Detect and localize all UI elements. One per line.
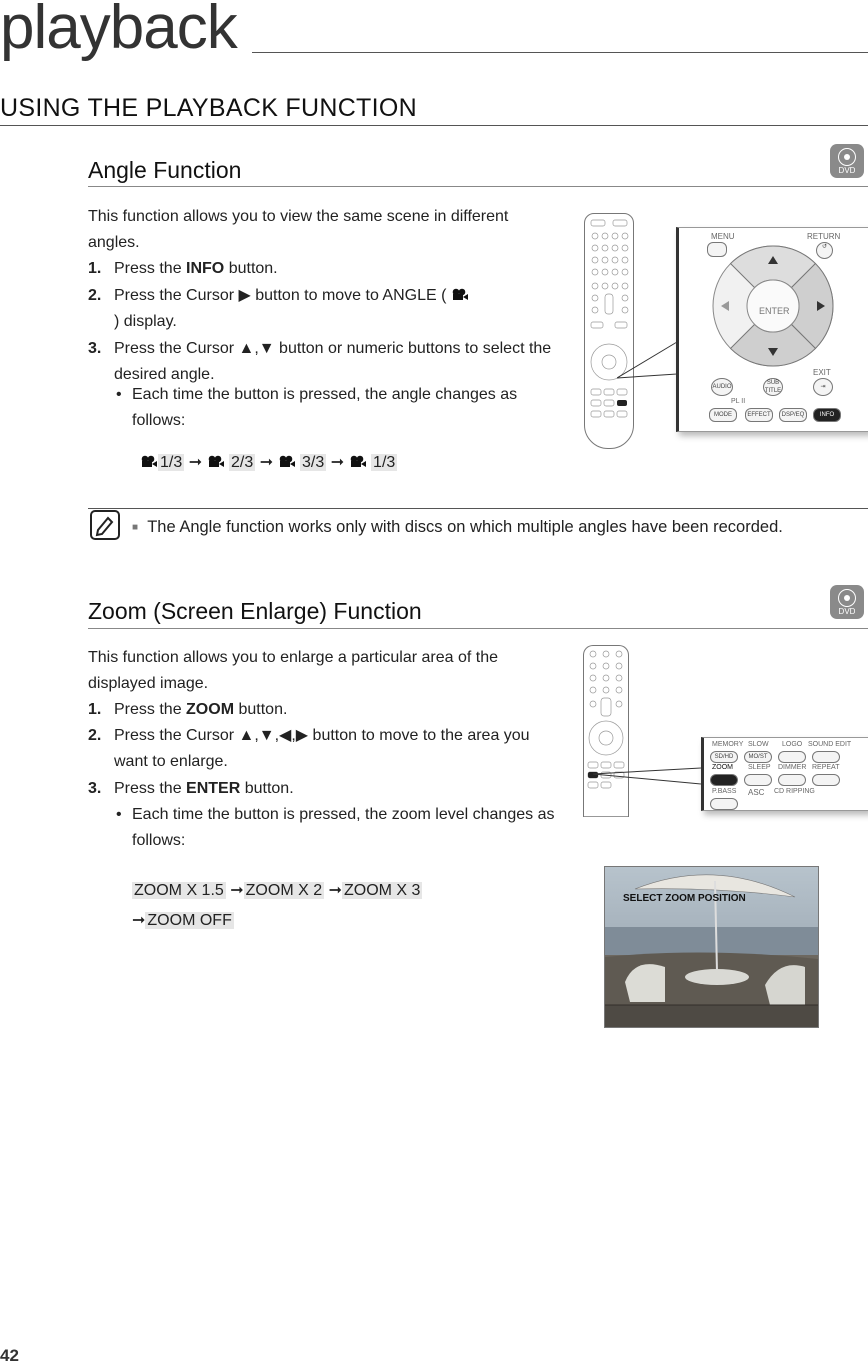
angle-value: 3/3 <box>302 454 325 471</box>
zoom-step-3 <box>88 776 558 802</box>
angle-camera-icon <box>451 288 469 301</box>
zoom-step-1 <box>88 697 558 723</box>
chapter-rule <box>252 52 868 53</box>
arrow: ➞ <box>188 454 203 471</box>
note-pencil-icon <box>90 510 120 540</box>
page-number: 42 <box>0 1346 19 1365</box>
p-bass-button[interactable] <box>710 798 738 810</box>
step-number: 2. <box>88 287 102 304</box>
angle-value: 1/3 <box>160 454 183 471</box>
step-text: Press the <box>114 701 187 718</box>
zoom-function-title: Zoom (Screen Enlarge) Function <box>88 598 422 624</box>
step-text: Press the <box>114 780 187 797</box>
subtitle-button[interactable]: SUB TITLE <box>764 380 782 394</box>
zoom-step-2 <box>88 723 538 775</box>
chapter-title: playback <box>0 0 237 62</box>
angle-value: 2/3 <box>231 454 254 471</box>
angle-note: ■ The Angle function works only with discs on which multiple angles have been recorded. <box>132 518 783 536</box>
callout-line <box>617 340 679 380</box>
dvd-badge-icon <box>830 144 864 178</box>
step-number: 2. <box>88 727 102 744</box>
sound-edit-button[interactable] <box>812 751 840 763</box>
dimmer-button[interactable] <box>778 774 806 786</box>
angle-camera-icon <box>207 455 225 468</box>
zoom-level: ZOOM X 1.5 <box>134 882 224 899</box>
dsp-eq-button[interactable]: DSP/EQ <box>779 408 807 422</box>
angle-function-title: Angle Function <box>88 157 242 183</box>
zoom-sequence-line-1 <box>132 878 422 904</box>
zoom-sequence-line-2 <box>132 908 234 934</box>
step-text: Press the <box>114 260 187 277</box>
step-text: button. <box>224 260 278 277</box>
step-number: 1. <box>88 260 102 277</box>
step-number: 3. <box>88 340 102 357</box>
mo-st-button[interactable]: MO/ST <box>744 751 772 763</box>
angle-sequence <box>140 450 397 476</box>
bullet-text: Each time the button is pressed, the zoom level changes as follows: <box>132 806 555 849</box>
zoom-level: ZOOM X 2 <box>245 882 323 899</box>
angle-step-1 <box>88 256 558 282</box>
effect-button[interactable]: EFFECT <box>745 408 773 422</box>
exit-button[interactable]: ⇥ <box>813 378 833 396</box>
memory-label: MEMORY <box>712 741 744 748</box>
return-key-label: RETURN <box>807 232 841 241</box>
info-button[interactable]: INFO <box>813 408 841 422</box>
step-text: ) display. <box>114 313 177 330</box>
remote-navigation-detail <box>676 227 868 432</box>
step-text: Press the Cursor ▲,▼,◀,▶ button to move to the area you want to enlarge. <box>114 727 530 770</box>
logo-button[interactable] <box>778 751 806 763</box>
dvd-badge-icon <box>830 585 864 619</box>
return-button[interactable]: ↺ <box>816 242 833 259</box>
dimmer-label: DIMMER <box>778 764 807 771</box>
angle-title-rule <box>88 186 868 187</box>
zoom-title-rule <box>88 628 868 629</box>
step-text: Press the Cursor ▲,▼ button or numeric buttons to select the desired angle. <box>114 340 552 383</box>
section-rule <box>0 125 868 126</box>
step-bold: INFO <box>186 260 225 277</box>
bullet-text: Each time the button is pressed, the angle changes as follows: <box>132 386 518 429</box>
angle-camera-icon <box>278 455 296 468</box>
pl2-label: PL II <box>731 398 746 405</box>
zoom-level: ZOOM X 3 <box>343 882 421 899</box>
mode-button[interactable]: MODE <box>709 408 737 422</box>
remote-control-illustration <box>584 213 634 449</box>
callout-line <box>593 766 703 786</box>
dvd-badge-label: DVD <box>838 607 856 616</box>
arrow: ➞ <box>230 882 244 899</box>
step-bold: ZOOM <box>186 701 235 718</box>
angle-value: 1/3 <box>373 454 396 471</box>
note-rule <box>88 508 868 509</box>
remote-control-illustration <box>583 645 629 817</box>
angle-intro: This function allows you to view the same scene in different angles. <box>88 208 509 251</box>
sd-hd-button[interactable]: SD/HD <box>710 751 738 763</box>
asc-label: ASC <box>748 788 765 797</box>
arrow: ➞ <box>328 882 342 899</box>
zoom-intro: This function allows you to enlarge a particular area of the displayed image. <box>88 649 499 692</box>
repeat-label: REPEAT <box>812 764 840 771</box>
angle-step-2 <box>88 283 558 335</box>
remote-function-keys-detail <box>701 737 868 811</box>
sound-edit-label: SOUND EDIT <box>808 741 852 748</box>
arrow: ➞ <box>132 912 146 929</box>
repeat-button[interactable] <box>812 774 840 786</box>
zoom-button[interactable] <box>710 774 738 786</box>
slow-label: SLOW <box>748 741 769 748</box>
arrow: ➞ <box>259 454 274 471</box>
exit-key-label: EXIT <box>813 368 831 377</box>
section-title: USING THE PLAYBACK FUNCTION <box>0 94 417 122</box>
logo-label: LOGO <box>782 741 803 748</box>
dvd-badge-label: DVD <box>838 166 856 175</box>
angle-bullet: • Each time the button is pressed, the angle changes as follows: <box>116 382 546 434</box>
angle-camera-icon <box>140 455 158 468</box>
zoom-label: ZOOM <box>712 764 733 771</box>
arrow: ➞ <box>330 454 345 471</box>
angle-camera-icon <box>349 455 367 468</box>
p-bass-label: P.BASS <box>712 788 737 795</box>
zoom-screen-image <box>604 866 819 1028</box>
step-number: 1. <box>88 701 102 718</box>
cd-ripping-label: CD RIPPING <box>774 788 815 795</box>
menu-key-label: MENU <box>711 232 735 241</box>
step-text: Press the Cursor ▶ button to move to ANGLE ( <box>114 287 451 304</box>
note-text: The Angle function works only with discs on which multiple angles have been recorded. <box>147 518 783 536</box>
step-text: button. <box>234 701 288 718</box>
audio-button[interactable]: AUDIO <box>711 378 733 396</box>
step-bold: ENTER <box>186 780 241 797</box>
zoom-screen-label: SELECT ZOOM POSITION <box>623 893 746 904</box>
zoom-bullet: • Each time the button is pressed, the zoom level changes as follows: <box>116 802 561 854</box>
step-text: button. <box>240 780 294 797</box>
sleep-label: SLEEP <box>748 764 771 771</box>
sleep-button[interactable] <box>744 774 772 786</box>
zoom-level: ZOOM OFF <box>147 912 232 929</box>
enter-key-label: ENTER <box>759 306 790 316</box>
step-number: 3. <box>88 780 102 797</box>
angle-step-3 <box>88 336 558 388</box>
